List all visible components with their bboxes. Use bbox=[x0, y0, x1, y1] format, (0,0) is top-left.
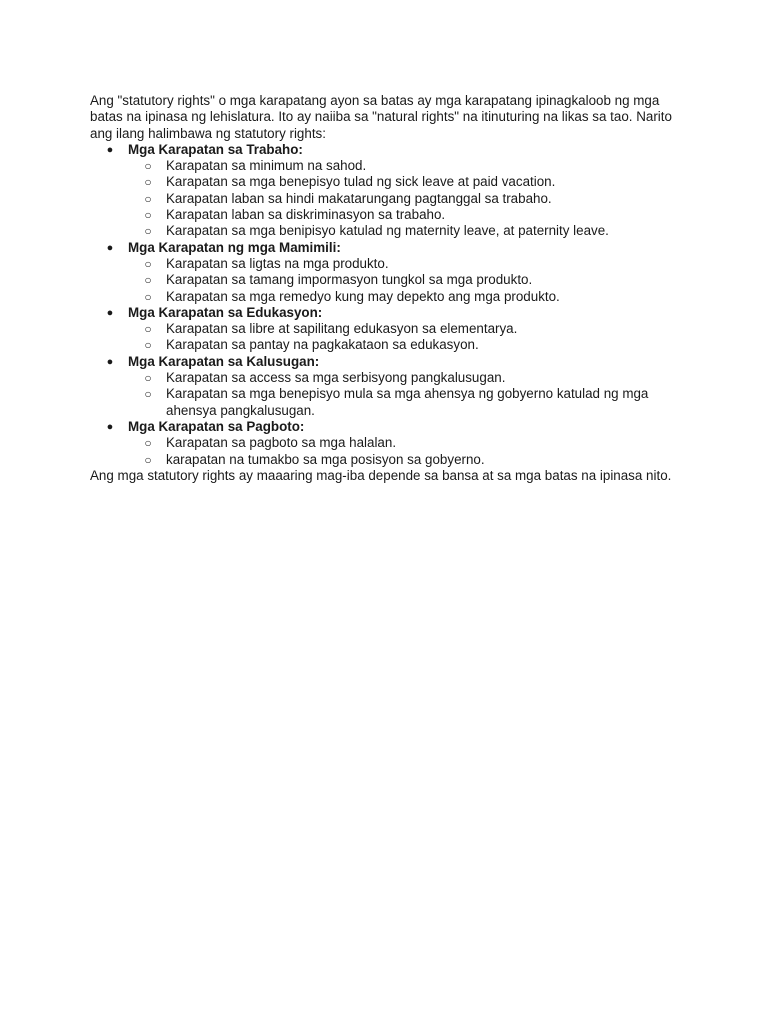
list-item-text: Karapatan sa ligtas na mga produkto. bbox=[166, 255, 389, 271]
hollow-bullet-icon: ○ bbox=[144, 224, 152, 239]
section-items bbox=[128, 321, 690, 354]
hollow-bullet-icon: ○ bbox=[144, 289, 152, 304]
list-item-text: Karapatan sa pagboto sa mga halalan. bbox=[166, 435, 397, 451]
hollow-bullet-icon: ○ bbox=[144, 387, 152, 402]
list-item bbox=[128, 256, 690, 272]
rights-section bbox=[90, 354, 690, 419]
list-item-text: Karapatan sa mga benepisyo tulad ng sick leave at paid vacation. bbox=[166, 174, 556, 190]
list-item-text: Karapatan sa access sa mga serbisyong pangkalusugan. bbox=[166, 370, 506, 386]
section-items bbox=[128, 370, 690, 419]
hollow-bullet-icon: ○ bbox=[144, 436, 152, 451]
rights-section bbox=[90, 142, 690, 240]
section-title: Mga Karapatan sa Kalusugan: bbox=[128, 353, 320, 369]
list-item bbox=[128, 386, 690, 419]
closing-paragraph: Ang mga statutory rights ay maaaring mag-iba depende sa bansa at sa mga batas na ipinasa nito. bbox=[90, 467, 672, 483]
hollow-bullet-icon: ○ bbox=[144, 208, 152, 223]
section-items bbox=[128, 435, 690, 468]
rights-section bbox=[90, 419, 690, 468]
list-item-text: Karapatan sa pantay na pagkakataon sa edukasyon. bbox=[166, 337, 479, 353]
list-item-text: Karapatan sa tamang impormasyon tungkol sa mga produkto. bbox=[166, 272, 533, 288]
section-items bbox=[128, 256, 690, 305]
hollow-bullet-icon: ○ bbox=[144, 452, 152, 467]
list-item bbox=[128, 289, 690, 305]
bullet-icon: ● bbox=[106, 420, 114, 433]
rights-section bbox=[90, 240, 690, 305]
hollow-bullet-icon: ○ bbox=[144, 273, 152, 288]
hollow-bullet-icon: ○ bbox=[144, 256, 152, 271]
list-item-text: Karapatan laban sa diskriminasyon sa trabaho. bbox=[166, 207, 446, 223]
list-item bbox=[128, 337, 690, 353]
bullet-icon: ● bbox=[106, 143, 114, 156]
list-item bbox=[128, 435, 690, 451]
document-page bbox=[90, 93, 690, 484]
list-item-text: karapatan na tumakbo sa mga posisyon sa gobyerno. bbox=[166, 451, 485, 467]
rights-section bbox=[90, 305, 690, 354]
section-title: Mga Karapatan sa Edukasyon: bbox=[128, 304, 323, 320]
list-item bbox=[128, 191, 690, 207]
list-item bbox=[128, 452, 690, 468]
bullet-icon: ● bbox=[106, 306, 114, 319]
section-title: Mga Karapatan sa Trabaho: bbox=[128, 141, 303, 157]
hollow-bullet-icon: ○ bbox=[144, 322, 152, 337]
bullet-icon: ● bbox=[106, 355, 114, 368]
list-item bbox=[128, 370, 690, 386]
hollow-bullet-icon: ○ bbox=[144, 338, 152, 353]
list-item-text: Karapatan sa mga benepisyo mula sa mga ahensya ng gobyerno katulad ng mga ahensya pangkalusugan. bbox=[166, 386, 649, 418]
section-title: Mga Karapatan sa Pagboto: bbox=[128, 418, 305, 434]
list-item bbox=[128, 272, 690, 288]
hollow-bullet-icon: ○ bbox=[144, 175, 152, 190]
hollow-bullet-icon: ○ bbox=[144, 159, 152, 174]
list-item-text: Karapatan sa libre at sapilitang edukasyon sa elementarya. bbox=[166, 321, 518, 337]
intro-paragraph: Ang "statutory rights" o mga karapatang ayon sa batas ay mga karapatang ipinagkaloob ng mga batas na ipinasa ng lehislatura. Ito ay naiiba sa "natural rights" na itinuturing na likas sa tao. Narito ang ilang halimbawa ng statutory rights: bbox=[90, 93, 672, 141]
list-item-text: Karapatan sa mga benipisyo katulad ng maternity leave, at paternity leave. bbox=[166, 223, 609, 239]
list-item bbox=[128, 223, 690, 239]
list-item bbox=[128, 207, 690, 223]
list-item-text: Karapatan sa minimum na sahod. bbox=[166, 158, 367, 174]
section-title: Mga Karapatan ng mga Mamimili: bbox=[128, 239, 341, 255]
hollow-bullet-icon: ○ bbox=[144, 191, 152, 206]
bullet-icon: ● bbox=[106, 241, 114, 254]
section-items bbox=[128, 158, 690, 239]
rights-list bbox=[90, 142, 690, 468]
list-item-text: Karapatan laban sa hindi makatarungang pagtanggal sa trabaho. bbox=[166, 190, 552, 206]
list-item bbox=[128, 321, 690, 337]
list-item bbox=[128, 174, 690, 190]
hollow-bullet-icon: ○ bbox=[144, 371, 152, 386]
list-item bbox=[128, 158, 690, 174]
list-item-text: Karapatan sa mga remedyo kung may depekto ang mga produkto. bbox=[166, 288, 560, 304]
